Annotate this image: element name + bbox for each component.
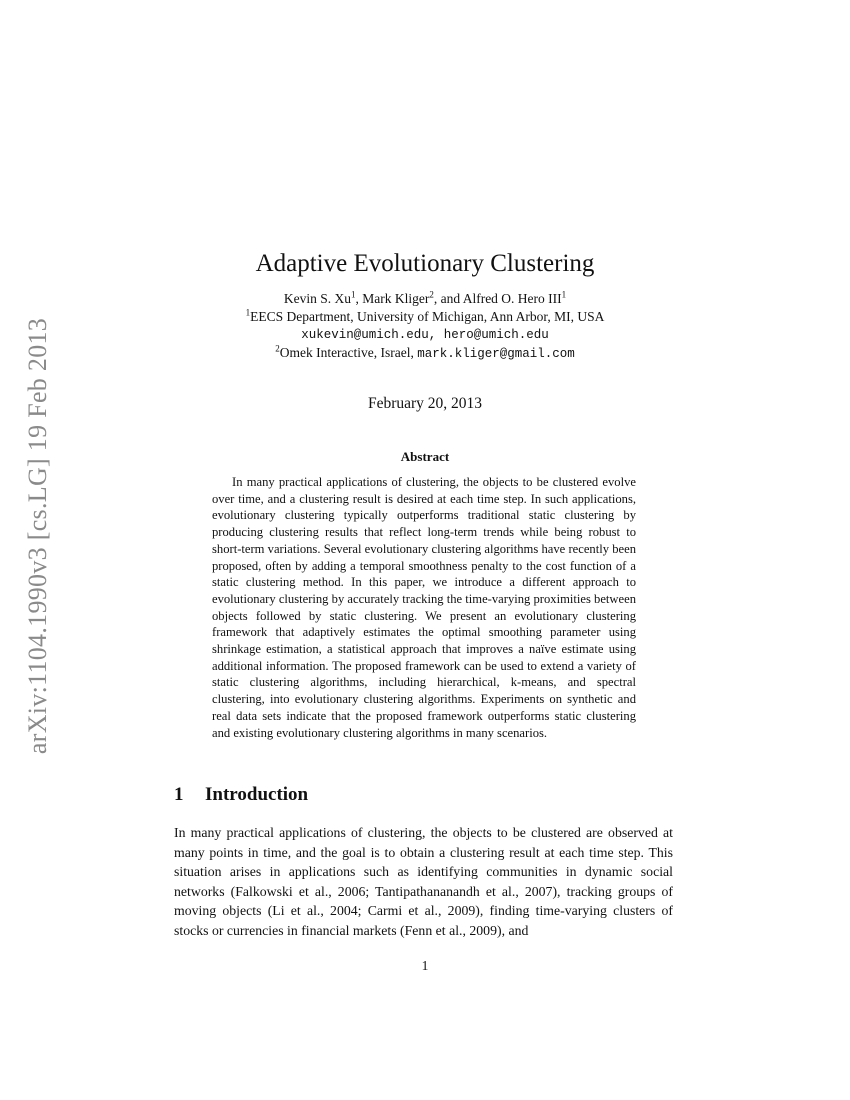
- abstract-heading: Abstract: [400, 449, 450, 464]
- abstract-body: In many practical applications of clustering, the objects to be clustered evolve over time, and a clustering result is desired at each time step. In such applications, evolutionary clustering typically outperforms traditional static clustering by producing clustering results that reflect long-term trends while being robust to short-term variations. Several evolutionary clustering algorithms have recently been proposed, often by adding a temporal smoothness penalty to the cost function of a static clustering method. In this paper, we introduce a different approach to evolutionary clustering by accurately tracking the time-varying proximities between objects followed by static clustering. We present an evolutionary clustering framework that adaptively estimates the optimal smoothing parameter using shrinkage estimation, a statistical approach that improves a naïve estimate using additional information. The proposed framework can be used to extend a variety of static clustering algorithms, including hierarchical, k-means, and spectral clustering, into evolutionary clustering algorithms. Experiments on synthetic and real data sets indicate that the proposed framework outperforms static clustering and existing evolutionary clustering algorithms in many scenarios.: [212, 475, 636, 740]
- author-name: Kevin S. Xu: [283, 291, 351, 306]
- affiliation-marker: 1: [350, 289, 356, 300]
- paper-title: Adaptive Evolutionary Clustering: [255, 249, 595, 277]
- affiliation-text: EECS Department, University of Michigan, Ann Arbor, MI, USA: [250, 309, 605, 324]
- author-emails: xukevin@umich.edu, hero@umich.edu: [301, 328, 549, 342]
- affiliation-text: Omek Interactive, Israel,: [279, 345, 418, 360]
- section-number: 1: [174, 784, 184, 805]
- author-block: [0, 290, 850, 363]
- affiliation-marker: 1: [245, 307, 251, 318]
- page-number: 1: [421, 958, 429, 973]
- section-title: Introduction: [205, 784, 309, 805]
- paper-date: February 20, 2013: [367, 395, 483, 412]
- author-line: [0, 290, 850, 308]
- author-name: , Mark Kliger: [355, 291, 430, 306]
- affiliation-1: [0, 308, 850, 326]
- section-heading: [174, 784, 308, 806]
- introduction-body: In many practical applications of clustering, the objects to be clustered are observed at many points in time, and the goal is to obtain a clustering result at each time step. This situation arises in applications such as identifying communities in dynamic social networks (Falkowski et al., 2006; Tantipathananandh et al., 2007), tracking groups of moving objects (Li et al., 2004; Carmi et al., 2009), finding time-varying clusters of stocks or currencies in financial markets (Fenn et al., 2009), and: [174, 825, 673, 938]
- affiliation-marker: 1: [561, 289, 567, 300]
- arxiv-identifier-stamp: arXiv:1104.1990v3 [cs.LG] 19 Feb 2013: [23, 317, 52, 755]
- affiliation-marker: 2: [429, 289, 434, 300]
- affiliation-marker: 2: [275, 343, 280, 354]
- author-name: , and Alfred O. Hero III: [433, 291, 562, 306]
- affiliation-2: [0, 344, 850, 363]
- author-email: mark.kliger@gmail.com: [417, 347, 575, 361]
